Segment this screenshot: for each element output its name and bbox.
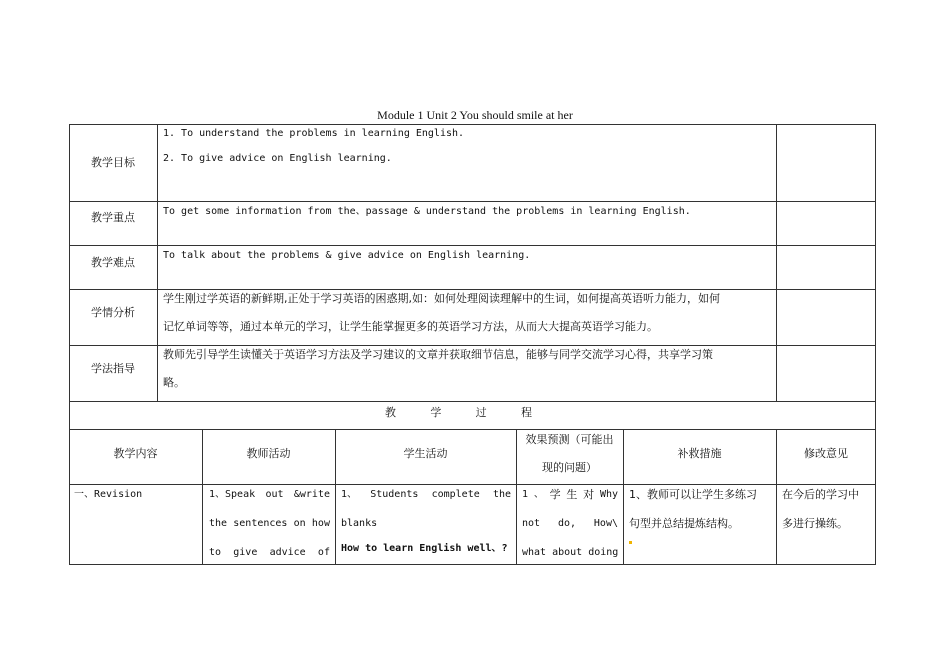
row1-teacher-line-1	[209, 488, 330, 502]
row1-student-line-2: blanks	[341, 518, 378, 529]
row1-teacher-line-2	[209, 517, 330, 531]
word: not	[522, 518, 541, 529]
column-divider	[516, 429, 517, 565]
word: Why	[599, 489, 618, 500]
word: do,	[557, 518, 577, 529]
col-header-remedy: 补救措施	[677, 447, 722, 460]
guidance-line-1: 教师先引导学生读懂关于英语学习方法及学习建议的文章并获取细节信息，能够与同学交流学习心得，共享学习策	[163, 348, 713, 361]
word: 对	[583, 488, 595, 501]
word: how	[311, 518, 330, 529]
row1-revise-line-1: 在今后的学习中	[782, 488, 859, 501]
row-divider	[69, 245, 876, 246]
key-points-label: 教学重点	[91, 211, 135, 224]
word: 1、Speak	[209, 489, 256, 500]
col-header-effect-2: 现的问题）	[542, 461, 597, 474]
process-heading	[385, 406, 532, 420]
row1-student-line-1	[341, 488, 511, 502]
guidance-label: 学法指导	[91, 362, 135, 375]
row-divider	[69, 401, 876, 402]
row1-teacher-line-3	[209, 546, 330, 560]
analysis-line-2: 记忆单词等等，通过本单元的学习，让学生能掌握更多的英语学习方法，从而大大提高英语学习能力。	[163, 320, 658, 333]
word: of	[317, 547, 330, 558]
guidance-line-2: 略。	[163, 376, 185, 389]
word: complete	[431, 489, 480, 500]
difficulties-label: 教学难点	[91, 256, 135, 269]
word: 生	[566, 488, 578, 501]
row1-effect-line-3: what about doing	[522, 547, 619, 558]
row-divider	[69, 345, 876, 346]
column-divider	[157, 124, 158, 401]
row1-revise-line-2: 多进行操练。	[782, 517, 848, 530]
col-header-student: 学生活动	[403, 447, 448, 460]
word: the	[492, 489, 511, 500]
highlight-mark	[629, 541, 632, 544]
col-header-effect-1: 效果预测（可能出	[525, 433, 614, 446]
goals-label: 教学目标	[91, 156, 135, 169]
col-header-teacher: 教师活动	[246, 447, 291, 460]
process-heading-char: 程	[520, 406, 532, 419]
column-divider	[776, 124, 777, 401]
process-heading-char: 过	[475, 406, 487, 419]
row1-remedy-line-2: 句型并总结提炼结构。	[629, 517, 739, 530]
word: out	[265, 489, 284, 500]
word: 、	[533, 489, 544, 500]
row1-effect-line-1	[522, 488, 618, 502]
row-divider	[69, 429, 876, 430]
word: Students	[370, 489, 419, 500]
word: 1、	[341, 489, 358, 500]
goals-item-1: 1. To understand the problems in learning English.	[163, 128, 465, 139]
analysis-label: 学情分析	[91, 306, 135, 319]
word: the	[209, 518, 228, 529]
row1-content: 一、Revision	[74, 489, 143, 500]
word: How\	[593, 518, 618, 529]
key-points-text: To get some information from the、passage & understand the problems in learning English.	[163, 206, 691, 217]
document-title: Module 1 Unit 2 You should smile at her	[377, 108, 573, 122]
process-heading-char: 学	[430, 406, 442, 419]
word: give	[233, 547, 258, 558]
row-divider	[69, 201, 876, 202]
row1-effect-line-2	[522, 517, 618, 531]
word: advice	[269, 547, 306, 558]
row1-remedy-line-1: 1、教师可以让学生多练习	[629, 488, 757, 501]
word: 1	[522, 489, 529, 500]
word: sentences	[233, 518, 288, 529]
col-header-revise: 修改意见	[804, 447, 848, 460]
col-header-content: 教学内容	[113, 447, 158, 460]
word: on	[293, 518, 306, 529]
word: &write	[293, 489, 330, 500]
difficulties-text: To talk about the problems & give advice on English learning.	[163, 250, 531, 261]
row-divider	[69, 289, 876, 290]
goals-item-2: 2. To give advice on English learning.	[163, 153, 392, 164]
word: to	[209, 547, 222, 558]
row1-student-line-3: How to learn English well、?	[341, 543, 508, 554]
analysis-line-1: 学生刚过学英语的新鲜期,正处于学习英语的困惑期,如：如何处理阅读理解中的生词，如何提高英语听力能力，如何	[163, 292, 720, 305]
process-heading-char: 教	[385, 406, 396, 419]
row-divider	[69, 484, 876, 485]
word: 学	[549, 488, 561, 501]
